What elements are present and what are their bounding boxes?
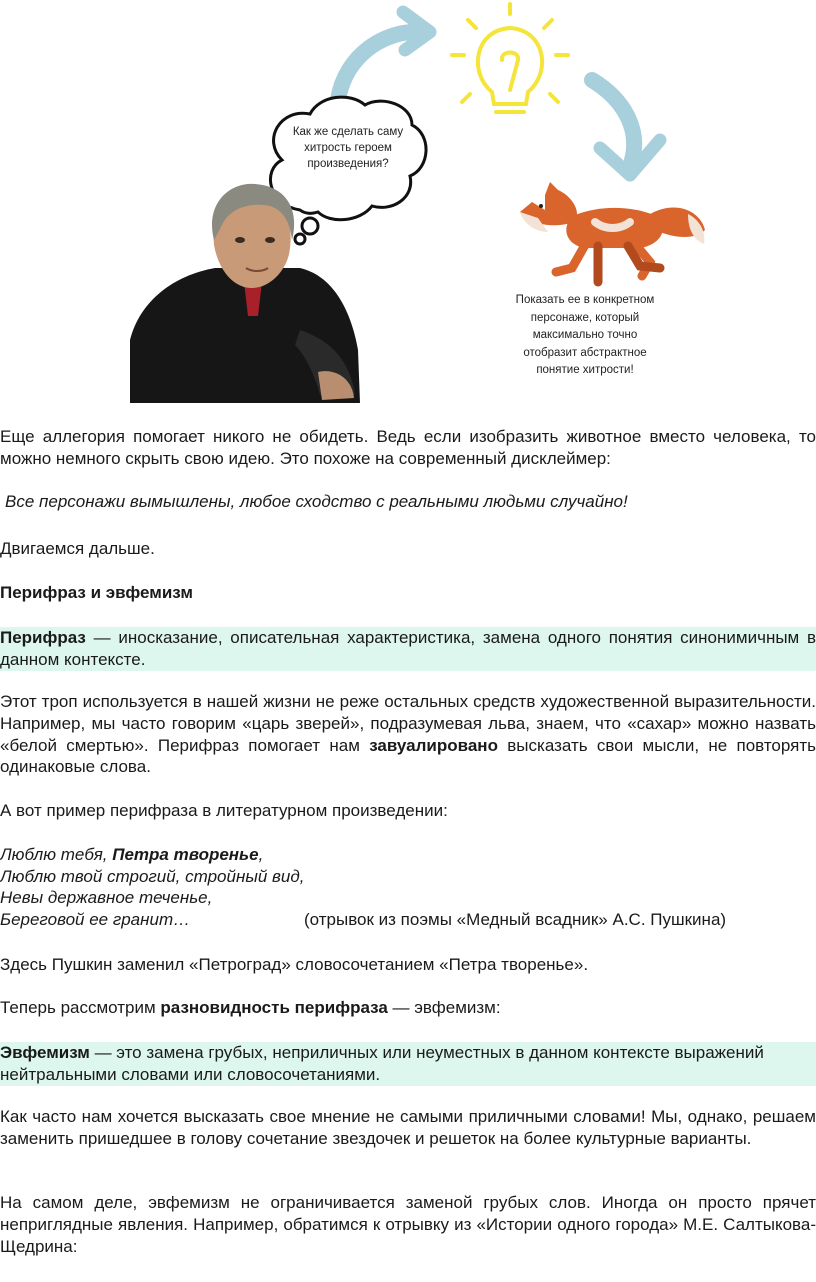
text-run: Береговой ее гранит… — [0, 910, 191, 929]
section-heading: Перифраз и эвфемизм — [0, 583, 193, 602]
paragraph-allegory: Еще аллегория помогает никого не обидеть. Ведь если изобразить животное вместо человека, то можно немного скрыть свою идею. Это похоже на современный дисклеймер: — [0, 427, 816, 468]
text-run: , — [258, 845, 264, 864]
text-run: Теперь рассмотрим — [0, 998, 161, 1017]
text-run: Люблю тебя, — [0, 845, 113, 864]
definition-euphemism — [0, 1042, 816, 1086]
poem-line-4 — [0, 909, 816, 931]
thought-bubble-text: Как же сделать саму хитрость героем произведения? — [292, 126, 404, 170]
text-run: Этот троп используется в нашей жизни не реже остальных средств художественной выразительности. Например, мы часто говорим «царь зверей», подразумевая льва, знаем, что «сахар» можно назвать «белой смертью». Перифраз помогает нам — [0, 692, 816, 755]
paragraph-opinion: Как часто нам хочется высказать свое мнение не самыми приличными словами! Мы, однако, решаем заменить пришедшее в голову сочетание звездочек и решеток на более культурные варианты. — [0, 1107, 816, 1148]
fox-image — [520, 182, 705, 282]
illustration — [0, 0, 816, 410]
paragraph-pushkin: Здесь Пушкин заменил «Петроград» словосочетанием «Петра творенье». — [0, 955, 589, 974]
definition-term: Перифраз — [0, 628, 86, 647]
definition-text: — это замена грубых, неприличных или неуместных в данном контексте выражений нейтральными словами или словосочетаниями. — [0, 1043, 764, 1084]
text-run: высказать свои мысли, не повторять одинаковые слова. — [0, 735, 816, 777]
bold-term: разновидность перифраза — [160, 998, 388, 1017]
disclaimer-text: Все персонажи вымышлены, любое сходство с реальными людьми случайно! — [5, 492, 628, 511]
curved-arrow-down-icon — [592, 80, 660, 175]
fox-caption: Показать ее в конкретном персонаже, который максимально точно отобразит абстрактное понятие хитрости! — [515, 294, 655, 376]
paragraph-euphemism-more: На самом деле, эвфемизм не ограничивается заменой грубых слов. Иногда он просто прячет неприглядные явления. Например, обратимся к отрывку из «Истории одного города» М.Е. Салтыкова-Щедрина: — [0, 1193, 816, 1256]
bold-term: Петра творенье — [112, 845, 259, 864]
lightbulb-icon — [452, 4, 568, 112]
poem-line-2: Люблю твой строгий, стройный вид, — [0, 867, 305, 886]
text-run: — эвфемизм: — [387, 998, 501, 1017]
paragraph-example-intro: А вот пример перифраза в литературном произведении: — [0, 801, 448, 820]
poem-line-3: Невы державное теченье, — [0, 888, 213, 907]
definition-term: Эвфемизм — [0, 1043, 90, 1062]
paragraph-next: Двигаемся дальше. — [0, 539, 155, 558]
curved-arrow-icon — [338, 12, 430, 100]
poem-source: (отрывок из поэмы «Медный всадник» А.С. Пушкина) — [304, 910, 727, 929]
definition-periphrasis — [0, 627, 816, 671]
definition-text: — иносказание, описательная характеристика, замена одного понятия синонимичным в данном контексте. — [0, 628, 816, 669]
paragraph-trope — [0, 691, 816, 778]
poem-line-1 — [0, 844, 816, 866]
bold-term: завуалировано — [369, 735, 498, 755]
paragraph-variety — [0, 997, 816, 1019]
